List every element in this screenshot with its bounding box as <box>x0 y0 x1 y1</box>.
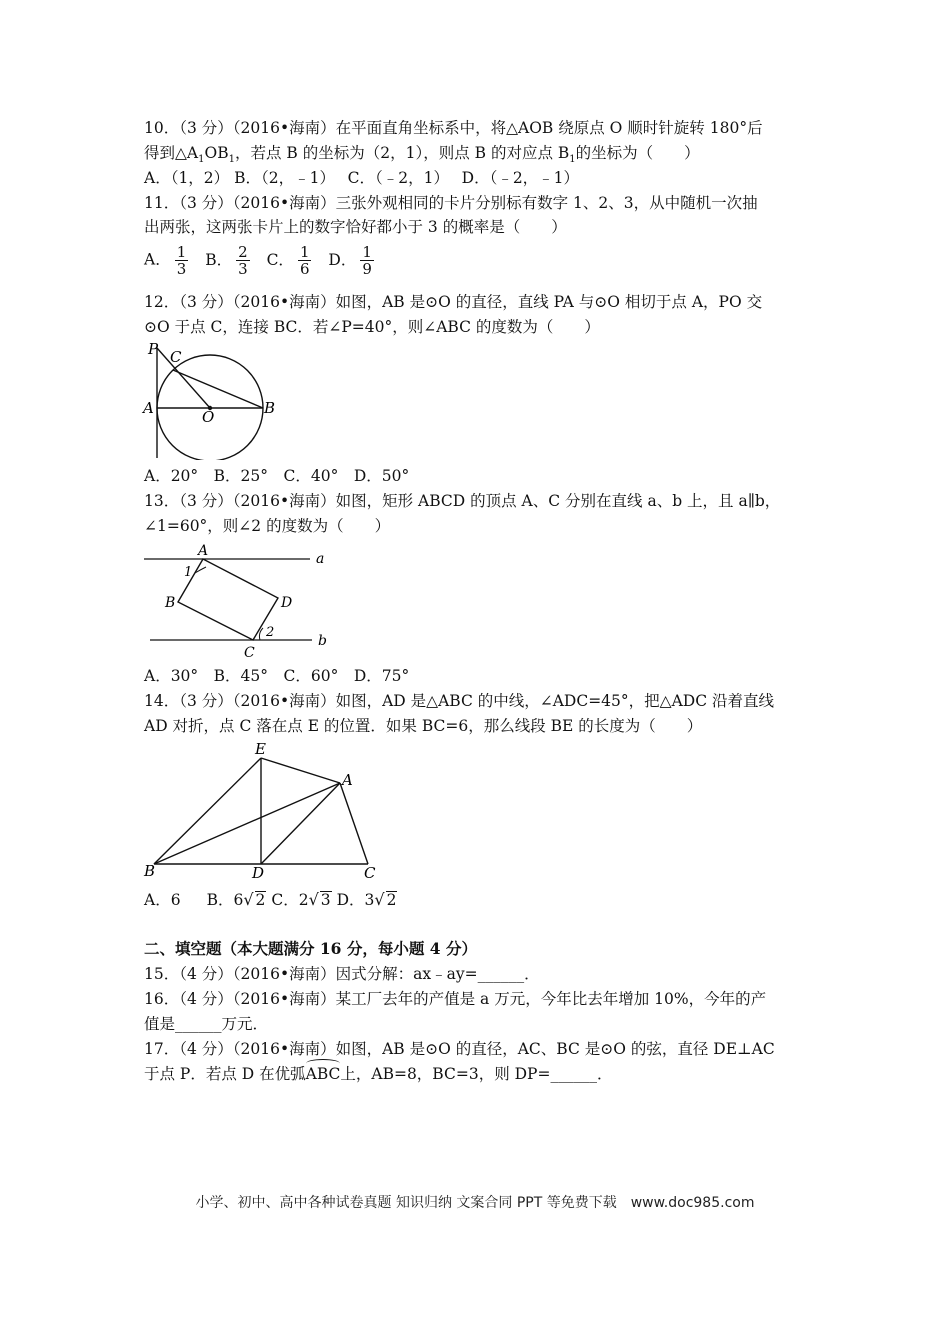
q14-line2: AD 对折，点 C 落在点 E 的位置．如果 BC=6，那么线段 BE 的长度为（ ） <box>144 717 703 735</box>
label-angle-1: 1 <box>184 565 193 580</box>
q12-options: A．20° B．25° C．40° D．50° <box>144 467 410 485</box>
label-c: C <box>244 645 255 661</box>
label-c: C <box>364 864 376 880</box>
arc-abc: ABC <box>305 1065 341 1083</box>
label-b: B <box>165 595 176 611</box>
fraction-d: $\frac{1}{9}$ <box>362 243 372 278</box>
line-po <box>157 348 210 408</box>
label-d: D <box>252 864 265 880</box>
q16-line1: 16．（4 分）（2016•海南）某工厂去年的产值是 a 万元，今年比去年增加 10%，今年的产 <box>144 990 767 1008</box>
label-p: P <box>148 340 159 358</box>
label-b: B <box>144 862 156 880</box>
q11-line1: 11．（3 分）（2016•海南）三张外观相同的卡片分别标有数字 1、2、3，从中随机一次抽 <box>144 194 758 212</box>
q11-options: A． $\frac{1}{3}$ B． $\frac{2}{3}$ C． $\frac{1}{6}$ D． $\frac{1}{9}$ <box>144 243 372 278</box>
segment-ea <box>261 758 340 783</box>
label-e: E <box>255 740 266 758</box>
q12-circle-figure <box>140 340 280 460</box>
q12-line2: ⊙O 于点 C，连接 BC．若∠P=40°，则∠ABC 的度数为（ ） <box>144 318 600 336</box>
label-b: B <box>264 399 276 417</box>
segment-be <box>154 758 261 864</box>
fraction-b: $\frac{2}{3}$ <box>238 243 248 278</box>
q10-options: A．（1，2） B．（2，﹣1） C．（﹣2，1） D．（﹣2，﹣1） <box>144 169 580 187</box>
angle-2-arc <box>259 628 263 640</box>
section-fill-in-title: 二、填空题（本大题满分 16 分，每小题 4 分） <box>144 939 477 958</box>
q15-line: 15．（4 分）（2016•海南）因式分解：ax﹣ay=______． <box>144 965 540 983</box>
q17-line2: 于点 P．若点 D 在优弧ABC上，AB=8，BC=3，则 DP=______． <box>144 1065 613 1083</box>
label-angle-2: 2 <box>266 625 275 640</box>
q13-options: A．30° B．45° C．60° D．75° <box>144 667 410 685</box>
label-line-a: a <box>316 551 325 567</box>
q13-line2: ∠1=60°，则∠2 的度数为（ ） <box>144 517 391 535</box>
rectangle-abcd <box>178 559 278 640</box>
q10-line1: 10．（3 分）（2016•海南）在平面直角坐标系中，将△AOB 绕原点 O 顺时针旋转 180°后 <box>144 119 763 137</box>
fraction-a: $\frac{1}{3}$ <box>176 243 187 278</box>
q14-line1: 14．（3 分）（2016•海南）如图，AD 是△ABC 的中线，∠ADC=45°，把△ADC 沿着直线 <box>144 692 774 710</box>
q13-line1: 13．（3 分）（2016•海南）如图，矩形 ABCD 的顶点 A、C 分别在直线 a、b 上，且 a∥b， <box>144 492 781 510</box>
q16-line2: 值是______万元． <box>144 1015 269 1033</box>
label-c: C <box>170 348 182 366</box>
q14-options: A．6 B．6√ 2 C．2√ 3 D．3√ 2 <box>144 890 397 909</box>
segment-ba <box>154 783 340 864</box>
q10-line2: 得到$\triangle A_1OB_1$，若点 B 的坐标为（2，1），则点 B 的对应点 $B_1$的坐标为（ ） <box>144 144 700 166</box>
segment-ac <box>340 783 368 864</box>
label-o: O <box>202 408 215 426</box>
segment-da <box>261 783 340 864</box>
label-a: A <box>143 399 154 417</box>
fraction-c: $\frac{1}{6}$ <box>299 243 310 278</box>
q12-line1: 12．（3 分）（2016•海南）如图，AB 是⊙O 的直径，直线 PA 与⊙O 相切于点 A，PO 交 <box>144 293 763 311</box>
q14-triangle-figure <box>140 740 390 880</box>
label-a: A <box>198 543 209 559</box>
q11-line2: 出两张，这两张卡片上的数字恰好都小于 3 的概率是（ ） <box>144 218 567 236</box>
q17-line1: 17．（4 分）（2016•海南）如图，AB 是⊙O 的直径，AC、BC 是⊙O 的弦，直径 DE⊥AC <box>144 1040 775 1058</box>
line-bc <box>173 370 263 408</box>
label-line-b: b <box>318 633 327 649</box>
q13-rectangle-figure <box>140 540 340 665</box>
label-a: A <box>342 771 353 789</box>
label-d: D <box>281 595 293 611</box>
footer-text: 小学、初中、高中各种试卷真题 知识归纳 文案合同 PPT 等免费下载 www.doc985.com <box>195 1195 755 1211</box>
